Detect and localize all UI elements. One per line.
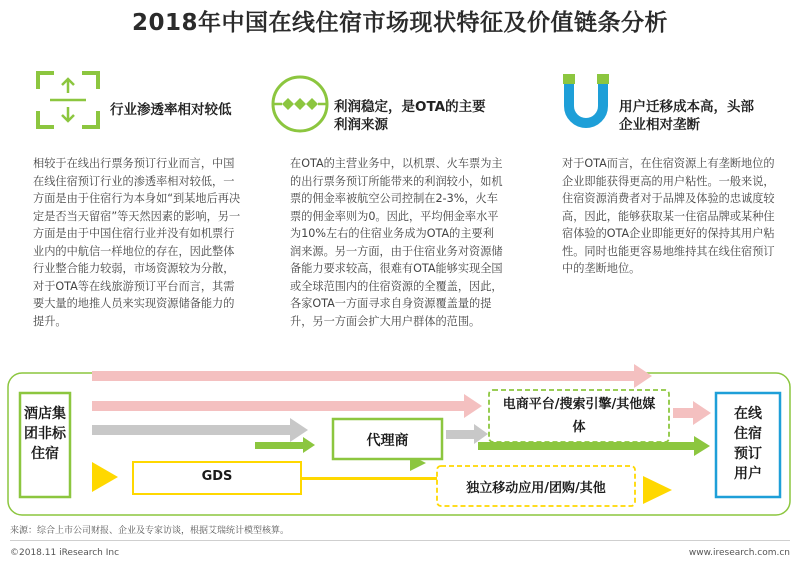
source-note: 来源：综合上市公司财报、企业及专家访谈，根据艾瑞统计模型核算。 <box>10 526 290 536</box>
mobile-label: 独立移动应用/团购/其他 <box>466 481 606 496</box>
page-title: 2018年中国在线住宿市场现状特征及价值链条分析 <box>131 10 668 36</box>
column-3-body: 对于OTA而言，在住宿资源上有垄断地位的企业即能获得更高的用户粘性。一般来说，住宿资源消费者对于品牌及体验的忠诚度较高，因此，能够获取某一住宿品牌或某种住宿体验的OTA企业即能更好的保持其用户粘性。同时也能更容易地维持其在线住宿预订中的垄断地位。 <box>562 157 775 275</box>
gds-label: GDS <box>201 469 233 484</box>
ecommerce-label: 电商平台/搜索引擎/其他媒体 <box>502 397 656 435</box>
target-label: 在线住宿预订用户 <box>734 406 762 482</box>
column-2-heading-line-1: 利润稳定，是OTA的主要 <box>334 99 486 115</box>
column-3-heading-line-1: 用户迁移成本高，头部 <box>619 99 754 115</box>
column-3-heading-line-2: 企业相对垄断 <box>619 117 700 133</box>
column-2-body: 在OTA的主营业务中，以机票、火车票为主的出行票务预订所能带来的利润较小，如机票的佣金率被航空公司控制在2-3%，火车票的佣金率则为0。因此，平均佣金率水平为10%左右的住宿业务成为OTA的主要利润来源。另一方面，由于住宿业务对资源储备能力要求较高，很难有OTA能够实现全国或全球范围内的住宿资源的全覆盖，因此，各家OTA一方面寻求自身资源覆盖量的提升，另一方面会扩大用户群体的范围。 <box>290 157 503 328</box>
source-label: 酒店集团非标住宿 <box>24 406 66 462</box>
agent-label: 代理商 <box>366 433 409 449</box>
column-1-heading: 行业渗透率相对较低 <box>110 102 232 118</box>
footer-divider <box>10 540 790 541</box>
website-url: www.iresearch.com.cn <box>688 548 790 558</box>
column-1-body: 相较于在线出行票务预订行业而言，中国在线住宿预订行业的渗透率相对较低，一方面是由于住宿行为本身如“到某地后再决定是否当天留宿”等天然因素的影响，另一方面是由于中国住宿行业并没有如机票行业内的中航信一样地位的存在，因此整体行业整合能力较弱，市场资源较为分散，对于OTA等在线旅游预订平台而言，其需要大量的地推人员来实现资源储备能力的提升。 <box>33 157 241 328</box>
yellow-line <box>302 477 442 480</box>
column-2-heading-line-2: 利润来源 <box>334 117 388 133</box>
copyright: ©2018.11 iResearch Inc <box>10 548 120 558</box>
